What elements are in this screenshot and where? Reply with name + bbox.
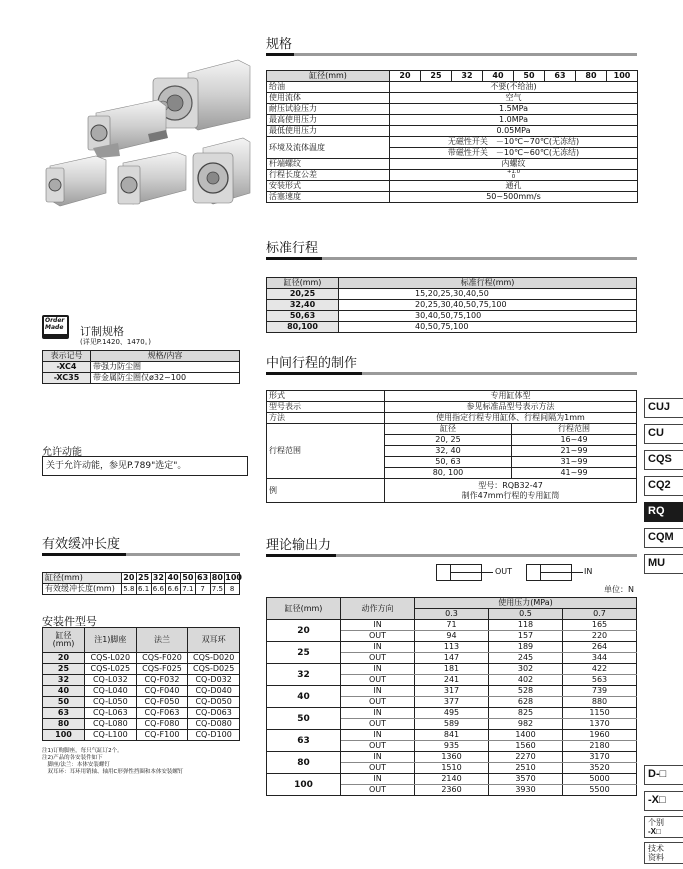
allowed-energy-box: 关于允许动能，参见P.789"选定"。	[42, 456, 248, 476]
spec-value: 1.0MPa	[390, 115, 638, 126]
mount-header-bore	[43, 628, 85, 653]
force-value: 2180	[563, 741, 637, 752]
cylinder-large-top	[153, 60, 250, 130]
direction-in: IN	[341, 730, 415, 741]
range-bore: 50, 63	[385, 457, 512, 468]
spec-label: 最低使用压力	[267, 126, 390, 137]
spec-value: 不要(不给油)	[390, 82, 638, 93]
mount-part: CQ-F100	[136, 730, 188, 741]
header-pressure: 使用压力(MPa)	[415, 598, 637, 609]
force-bore: 40	[267, 686, 341, 708]
pressure-0.7: 0.7	[563, 609, 637, 620]
bore-cell: 32,40	[267, 300, 339, 311]
pressure-0.3: 0.3	[415, 609, 489, 620]
table-row	[267, 137, 638, 148]
cushion-header: 缸径(mm)	[43, 573, 122, 584]
order-made-icon-text-1: Order	[45, 317, 65, 324]
table-row	[267, 424, 637, 435]
header-symbol: 表示记号	[43, 351, 91, 362]
table-row	[267, 126, 638, 137]
spec-value: 通孔	[390, 181, 638, 192]
bore-cell: 50,63	[267, 311, 339, 322]
output-force-rule	[266, 554, 637, 557]
cushion-value: 7.1	[182, 585, 194, 593]
spec-value: 1.5MPa	[390, 104, 638, 115]
cushion-bore: 63	[197, 573, 209, 582]
specs-table	[266, 70, 638, 203]
stroke-cell: 20,25,30,40,50,75,100	[339, 300, 637, 311]
cylinder-large-bottom	[193, 138, 250, 204]
force-value: 3520	[563, 763, 637, 774]
range-bore: 32, 40	[385, 446, 512, 457]
note-1: 注1)订购脚座，每只气缸订2个。	[42, 748, 123, 754]
direction-out: OUT	[341, 785, 415, 796]
side-tab-individual-x-line2: -X□	[648, 827, 661, 836]
force-bore: 25	[267, 642, 341, 664]
force-value: 1400	[489, 730, 563, 741]
mount-bore: 63	[43, 708, 85, 719]
table-row	[267, 413, 637, 424]
side-tab-individual-x-line1: 个别	[648, 818, 664, 827]
specs-title-rule	[266, 53, 637, 56]
cylinder-foot-mount	[88, 100, 168, 158]
cushion-bore: 20	[123, 573, 135, 582]
bore-25: 25	[421, 71, 452, 82]
force-value: 2510	[489, 763, 563, 774]
spec-label: 最高使用压力	[267, 115, 390, 126]
out-label: OUT	[495, 567, 513, 576]
table-row	[43, 373, 240, 384]
spec-label: 杆端螺纹	[267, 159, 390, 170]
side-tab-tech-data-line1: 技术	[648, 844, 664, 853]
mount-part: CQ-L050	[85, 697, 137, 708]
standard-stroke-title: 标准行程	[266, 241, 319, 256]
bore-32: 32	[452, 71, 483, 82]
stroke-cell: 15,20,25,30,40,50	[339, 289, 637, 300]
order-made-icon-text-2: Made	[45, 324, 64, 331]
table-row	[267, 322, 637, 333]
direction-out: OUT	[341, 719, 415, 730]
note-3: 脚座/法兰：本体安装螺钉	[42, 762, 110, 768]
cushion-value: 8	[225, 584, 240, 595]
mount-header-flange: 法兰	[136, 628, 188, 653]
mount-header-bore-1: 缸径	[55, 631, 72, 640]
cushion-bore: 40	[167, 573, 179, 582]
force-value: 377	[415, 697, 489, 708]
range-stroke: 16~49	[512, 435, 637, 446]
header-stroke: 标准行程(mm)	[339, 278, 637, 289]
mount-header-clevis: 双耳环	[188, 628, 240, 653]
force-value: 3930	[489, 785, 563, 796]
mount-bore: 32	[43, 675, 85, 686]
table-row	[267, 686, 637, 697]
table-row	[267, 192, 638, 203]
force-value: 220	[563, 631, 637, 642]
bore-63: 63	[545, 71, 576, 82]
direction-out: OUT	[341, 675, 415, 686]
force-value: 563	[563, 675, 637, 686]
force-value: 1510	[415, 763, 489, 774]
direction-in: IN	[341, 642, 415, 653]
mount-part: CQ-D040	[188, 686, 240, 697]
side-tab-tech-data[interactable]	[644, 842, 683, 864]
cushion-value: 6.6	[152, 585, 164, 593]
header-spec: 规格/内容	[91, 351, 240, 362]
direction-out: OUT	[341, 631, 415, 642]
intermediate-stroke-title: 中间行程的制作	[266, 356, 358, 371]
force-value: 241	[415, 675, 489, 686]
order-made-subtitle: (详见P.1420、1470。)	[80, 338, 151, 346]
specs-title: 规格	[266, 37, 293, 52]
bore-header: 缸径(mm)	[267, 71, 390, 82]
stroke-cell: 30,40,50,75,100	[339, 311, 637, 322]
force-value: 189	[489, 642, 563, 653]
mount-header-foot: 注1)脚座	[85, 628, 137, 653]
table-row	[267, 289, 637, 300]
table-row	[267, 708, 637, 719]
mount-part: CQ-D063	[188, 708, 240, 719]
cushion-value: 7	[195, 584, 210, 595]
table-row	[267, 181, 638, 192]
range-bore: 80, 100	[385, 468, 512, 479]
side-tab-cuj[interactable]: CUJ	[644, 398, 683, 418]
spec-label: 使用流体	[267, 93, 390, 104]
order-symbol: -XC4	[43, 362, 91, 373]
force-value: 165	[563, 620, 637, 631]
force-value: 422	[563, 664, 637, 675]
force-value: 3570	[489, 774, 563, 785]
tolerance-upper: +1.0	[506, 169, 521, 175]
order-made-table	[42, 350, 240, 384]
bore-50: 50	[514, 71, 545, 82]
side-tab-rq[interactable]: RQ	[644, 502, 683, 522]
mount-part: CQ-D080	[188, 719, 240, 730]
table-row	[267, 115, 638, 126]
mount-part: CQ-D032	[188, 675, 240, 686]
mount-part: CQ-F032	[136, 675, 188, 686]
force-value: 157	[489, 631, 563, 642]
force-value: 344	[563, 653, 637, 664]
force-value: 113	[415, 642, 489, 653]
example-line-2: 制作47mm行程的专用缸筒	[461, 490, 560, 500]
tolerance-lower: 0	[511, 174, 516, 180]
mount-bore: 100	[43, 730, 85, 741]
force-value: 528	[489, 686, 563, 697]
row-label: 形式	[267, 391, 385, 402]
mount-part: CQ-L100	[85, 730, 137, 741]
force-bore: 80	[267, 752, 341, 774]
force-value: 71	[415, 620, 489, 631]
force-value: 3170	[563, 752, 637, 763]
mount-part: CQS-F025	[136, 664, 188, 675]
direction-in: IN	[341, 686, 415, 697]
allowed-energy-title: 允许动能	[42, 447, 82, 458]
force-value: 118	[489, 620, 563, 631]
mount-part: CQ-L063	[85, 708, 137, 719]
mount-bore: 40	[43, 686, 85, 697]
table-row	[43, 653, 240, 664]
cylinder-out-diagram	[436, 564, 482, 581]
direction-out: OUT	[341, 653, 415, 664]
force-value: 495	[415, 708, 489, 719]
mount-part: CQ-F063	[136, 708, 188, 719]
spec-label: 行程长度公差	[267, 170, 390, 181]
pressure-0.5: 0.5	[489, 609, 563, 620]
table-row	[267, 93, 638, 104]
direction-out: OUT	[341, 697, 415, 708]
force-value: 1960	[563, 730, 637, 741]
force-value: 1360	[415, 752, 489, 763]
range-header-bore: 缸径	[385, 424, 512, 435]
side-tab-cu[interactable]: CU	[644, 424, 683, 444]
header-direction: 动作方向	[341, 598, 415, 620]
cylinder-small-2	[118, 152, 186, 204]
mount-part: CQ-F050	[136, 697, 188, 708]
mount-part: CQS-D025	[188, 664, 240, 675]
force-value: 739	[563, 686, 637, 697]
mount-part: CQ-L040	[85, 686, 137, 697]
cushion-value: 7.5	[211, 585, 223, 593]
table-row	[43, 697, 240, 708]
mount-part: CQS-L020	[85, 653, 137, 664]
table-row	[43, 686, 240, 697]
table-row	[267, 402, 637, 413]
direction-in: IN	[341, 664, 415, 675]
intermediate-stroke-rule	[266, 372, 637, 375]
mount-bore: 25	[43, 664, 85, 675]
force-bore: 63	[267, 730, 341, 752]
force-value: 1150	[563, 708, 637, 719]
force-value: 628	[489, 697, 563, 708]
range-stroke: 41~99	[512, 468, 637, 479]
order-symbol: -XC35	[43, 373, 91, 384]
table-row	[267, 479, 637, 503]
cushion-bore: 50	[182, 573, 194, 582]
temp-with-switch: 带磁性开关 －10℃~60℃(无冻结)	[390, 148, 638, 159]
bore-40: 40	[483, 71, 514, 82]
bore-20: 20	[390, 71, 421, 82]
mount-part: CQ-L032	[85, 675, 137, 686]
order-spec: 带金属防尘圈仅ø32~100	[91, 373, 240, 384]
order-made-icon	[42, 315, 69, 339]
side-tab-cqs[interactable]: CQS	[644, 450, 683, 470]
range-header-stroke: 行程范围	[512, 424, 637, 435]
cylinder-in-diagram	[526, 564, 572, 581]
row-label: 方法	[267, 413, 385, 424]
direction-in: IN	[341, 708, 415, 719]
side-tab-mu[interactable]: MU	[644, 554, 683, 574]
force-value: 317	[415, 686, 489, 697]
cylinder-small-1	[46, 156, 106, 206]
table-row	[267, 391, 637, 402]
header-bore: 缸径(mm)	[267, 598, 341, 620]
product-photo	[38, 48, 250, 208]
range-label: 行程范围	[267, 424, 385, 479]
side-tab-d-switch[interactable]: D-□	[644, 765, 683, 785]
force-value: 94	[415, 631, 489, 642]
force-value: 147	[415, 653, 489, 664]
side-tab-cqm[interactable]: CQM	[644, 528, 683, 548]
table-row	[267, 664, 637, 675]
row-label: 型号表示	[267, 402, 385, 413]
table-row	[267, 159, 638, 170]
cushion-bore: 80	[211, 573, 223, 582]
unit-label: 单位：N	[604, 585, 634, 594]
mount-part: CQ-D100	[188, 730, 240, 741]
force-bore: 32	[267, 664, 341, 686]
force-value: 2270	[489, 752, 563, 763]
table-row	[43, 362, 240, 373]
table-row	[43, 719, 240, 730]
mount-part: CQS-D020	[188, 653, 240, 664]
bore-100: 100	[607, 71, 638, 82]
table-row	[267, 170, 638, 181]
mounting-notes	[42, 748, 183, 776]
force-value: 841	[415, 730, 489, 741]
mount-bore: 80	[43, 719, 85, 730]
direction-out: OUT	[341, 763, 415, 774]
spec-value: 内螺纹	[390, 159, 638, 170]
bore-80: 80	[576, 71, 607, 82]
order-spec: 带强力防尘圈	[91, 362, 240, 373]
standard-stroke-rule	[266, 257, 637, 260]
force-value: 825	[489, 708, 563, 719]
spec-label: 给油	[267, 82, 390, 93]
note-4: 双耳环：耳环用销轴、轴用C形弹性挡圈和本体安装螺钉	[42, 769, 184, 775]
mounting-title: 安装件型号	[42, 615, 97, 628]
mount-part: CQ-D050	[188, 697, 240, 708]
range-stroke: 21~99	[512, 446, 637, 457]
force-value: 1370	[563, 719, 637, 730]
direction-in: IN	[341, 774, 415, 785]
force-value: 935	[415, 741, 489, 752]
stroke-cell: 40,50,75,100	[339, 322, 637, 333]
side-tab-individual-x[interactable]	[644, 816, 683, 838]
output-force-title: 理论输出力	[266, 538, 332, 553]
force-bore: 20	[267, 620, 341, 642]
note-2: 注2)产品的各安装件如下	[42, 755, 103, 761]
tolerance-value	[390, 170, 638, 181]
side-tab-cq2[interactable]: CQ2	[644, 476, 683, 496]
table-row	[43, 664, 240, 675]
mount-part: CQS-F020	[136, 653, 188, 664]
direction-out: OUT	[341, 741, 415, 752]
force-value: 1560	[489, 741, 563, 752]
bore-cell: 20,25	[267, 289, 339, 300]
spec-value: 50~500mm/s	[390, 192, 638, 203]
mount-bore: 20	[43, 653, 85, 664]
order-made-title: 订制规格	[80, 325, 124, 338]
cushion-value: 5.8	[123, 585, 135, 593]
mount-header-bore-2: (mm)	[52, 639, 75, 648]
cushion-bore: 100	[225, 573, 242, 582]
specs-header-row	[267, 71, 638, 82]
table-row	[267, 620, 637, 631]
table-row	[43, 675, 240, 686]
force-value: 589	[415, 719, 489, 730]
table-row	[267, 104, 638, 115]
spec-value: 空气	[390, 93, 638, 104]
table-row	[43, 708, 240, 719]
temp-no-switch: 无磁性开关 －10℃~70℃(无冻结)	[390, 137, 638, 148]
in-label: IN	[584, 567, 593, 576]
mount-bore: 50	[43, 697, 85, 708]
table-row	[267, 752, 637, 763]
force-value: 264	[563, 642, 637, 653]
example-value	[385, 479, 637, 503]
force-value: 245	[489, 653, 563, 664]
mount-part: CQ-F040	[136, 686, 188, 697]
mount-part: CQS-L025	[85, 664, 137, 675]
force-value: 181	[415, 664, 489, 675]
row-value: 专用缸体型	[385, 391, 637, 402]
header-bore: 缸径(mm)	[267, 278, 339, 289]
table-row	[267, 311, 637, 322]
output-force-table	[266, 597, 637, 796]
spec-label: 耐压试验压力	[267, 104, 390, 115]
direction-in: IN	[341, 752, 415, 763]
mount-part: CQ-F080	[136, 719, 188, 730]
row-value: 使用指定行程专用缸体、行程间隔为1mm	[385, 413, 637, 424]
standard-stroke-table	[266, 277, 637, 333]
force-value: 880	[563, 697, 637, 708]
force-value: 2360	[415, 785, 489, 796]
spec-label: 活塞速度	[267, 192, 390, 203]
table-row	[267, 730, 637, 741]
range-stroke: 31~99	[512, 457, 637, 468]
cushion-value: 6.1	[138, 585, 150, 593]
example-line-1: 型号：RQB32-47	[478, 480, 543, 490]
side-tab-tech-data-line2: 资料	[648, 853, 664, 862]
direction-in: IN	[341, 620, 415, 631]
spec-label: 安装形式	[267, 181, 390, 192]
cushion-value-label: 有效缓冲长度(mm)	[43, 584, 122, 595]
mount-part: CQ-L080	[85, 719, 137, 730]
force-value: 302	[489, 664, 563, 675]
force-bore: 100	[267, 774, 341, 796]
force-value: 5500	[563, 785, 637, 796]
range-bore: 20, 25	[385, 435, 512, 446]
force-bore: 50	[267, 708, 341, 730]
table-row	[43, 730, 240, 741]
force-value: 402	[489, 675, 563, 686]
side-tab-x-option[interactable]: -X□	[644, 791, 683, 811]
spec-label: 环境及流体温度	[267, 137, 390, 159]
row-value: 参见标准品型号表示方法	[385, 402, 637, 413]
cushion-bore: 25	[138, 573, 150, 582]
table-row	[267, 642, 637, 653]
spec-value: 0.05MPa	[390, 126, 638, 137]
example-label: 例	[267, 479, 385, 503]
force-value: 2140	[415, 774, 489, 785]
cushion-value: 6.6	[167, 585, 179, 593]
cushion-title: 有效缓冲长度	[42, 537, 121, 552]
cushion-rule	[42, 553, 240, 556]
table-row	[267, 82, 638, 93]
mounting-table	[42, 627, 240, 741]
table-row	[267, 300, 637, 311]
intermediate-stroke-table	[266, 390, 637, 503]
cushion-table	[42, 572, 240, 595]
bore-cell: 80,100	[267, 322, 339, 333]
cushion-bore: 32	[152, 573, 164, 582]
force-value: 5000	[563, 774, 637, 785]
table-row	[267, 774, 637, 785]
force-value: 982	[489, 719, 563, 730]
